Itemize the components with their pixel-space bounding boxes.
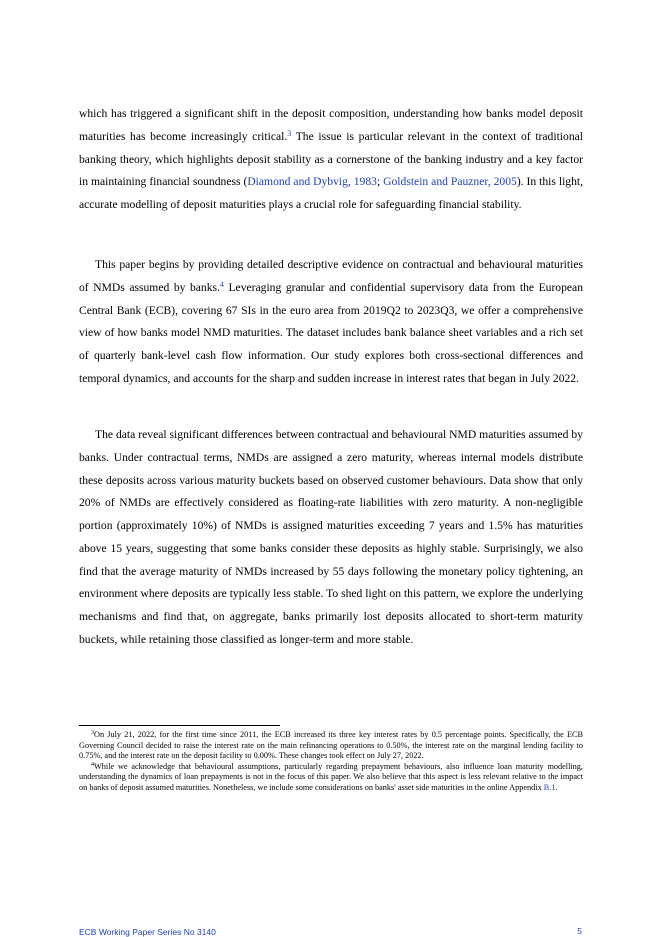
footnote-3-text: On July 21, 2022, for the first time since 2011, the ECB increased its three key interest rates by 0.5 percentage points. Specifically, the ECB Governing Council decided to raise the interest rate on the main refinancing operations to 0.50%, the interest rate on the marginal lending facility to 0.75%, and the interest rate on the deposit facility to 0.00%. These changes took effect on July 27, 2022. [79, 730, 583, 761]
paragraph-2-text-b: Leveraging granular and confidential supervisory data from the European Central Bank (ECB), covering 67 SIs in the euro area from 2019Q2 to 2023Q3, we offer a comprehensive view of how banks model NMD maturities. The dataset includes bank balance sheet variables and a rich set of quarterly bank-level cash flow information. Our study explores both cross-sectional differences and temporal dynamics, and accounts for the sharp and sudden increase in interest rates that began in July 2022. [79, 280, 583, 385]
footnote-mark-4: 4 [91, 761, 94, 768]
footnote-mark-3: 3 [91, 730, 94, 736]
series-footer[interactable]: ECB Working Paper Series No 3140 [79, 927, 216, 937]
citation-separator: ; [376, 175, 384, 189]
paragraph-1 [79, 103, 583, 217]
footnotes [79, 730, 583, 794]
footnote-rule [79, 725, 280, 726]
footnote-4-text: While we acknowledge that behavioural assumptions, particularly regarding prepayment behaviours, also influence loan maturity modelling, understanding the dynamics of loan prepayments is not in the focus of this paper. We also believe that this aspect is less relevant relative to the impact on banks of deposit assumed maturities. Nonetheless, we include some considerations on banks' asset side maturities in the online Appendix [79, 761, 583, 792]
citation-diamond-dybvig[interactable]: Diamond and Dybvig, 1983 [247, 175, 377, 189]
paragraph-2 [79, 254, 583, 391]
footnote-ref-4[interactable]: 4 [219, 279, 224, 289]
page-number: 5 [577, 926, 582, 936]
footnote-3 [79, 730, 583, 762]
footnote-4-end: . [555, 782, 558, 792]
paragraph-3: The data reveal significant differences between contractual and behavioural NMD maturities assumed by banks. Under contractual terms, NMDs are assigned a zero maturity, whereas internal models distribute these deposits across various maturity buckets based on observed customer behaviours. Data show that only 20% of NMDs are effectively considered as floating-rate liabilities with zero maturity. A non-negligible portion (approximately 10%) of NMDs is assigned maturities exceeding 7 years and 1.5% has maturities above 15 years, suggesting that some banks consider these deposits as highly stable. Surprisingly, we also find that the average maturity of NMDs increased by 55 days following the monetary policy tightening, an environment where deposits are typically less stable. To shed light on this pattern, we explore the underlying mechanisms and find that, on aggregate, banks primarily lost deposits allocated to short-term maturity buckets, while retaining those classified as longer-term and more stable. [79, 428, 583, 646]
paragraph-1-text-b: The issue is particular relevant in the context of traditional banking theory, which highlights deposit stability as a cornerstone of the banking industry and a key factor in maintaining financial soundness ( [79, 129, 583, 189]
appendix-link[interactable]: B.1 [543, 782, 556, 792]
footnote-4 [79, 762, 583, 794]
paragraph-1-text-c: ). In this light, accurate modelling of deposit maturities plays a crucial role for safeguarding financial stability. [79, 175, 584, 211]
paragraph-2-text-a: This paper begins by providing detailed descriptive evidence on contractual and behavioural maturities of NMDs assumed by banks. [79, 258, 583, 294]
citation-goldstein-pauzner[interactable]: Goldstein and Pauzner, 2005 [383, 175, 517, 189]
footnote-ref-3[interactable]: 3 [287, 128, 292, 138]
paragraph-1-text-a: which has triggered a significant shift in the deposit composition, understanding how banks model deposit maturities has become increasingly critical. [79, 107, 583, 143]
